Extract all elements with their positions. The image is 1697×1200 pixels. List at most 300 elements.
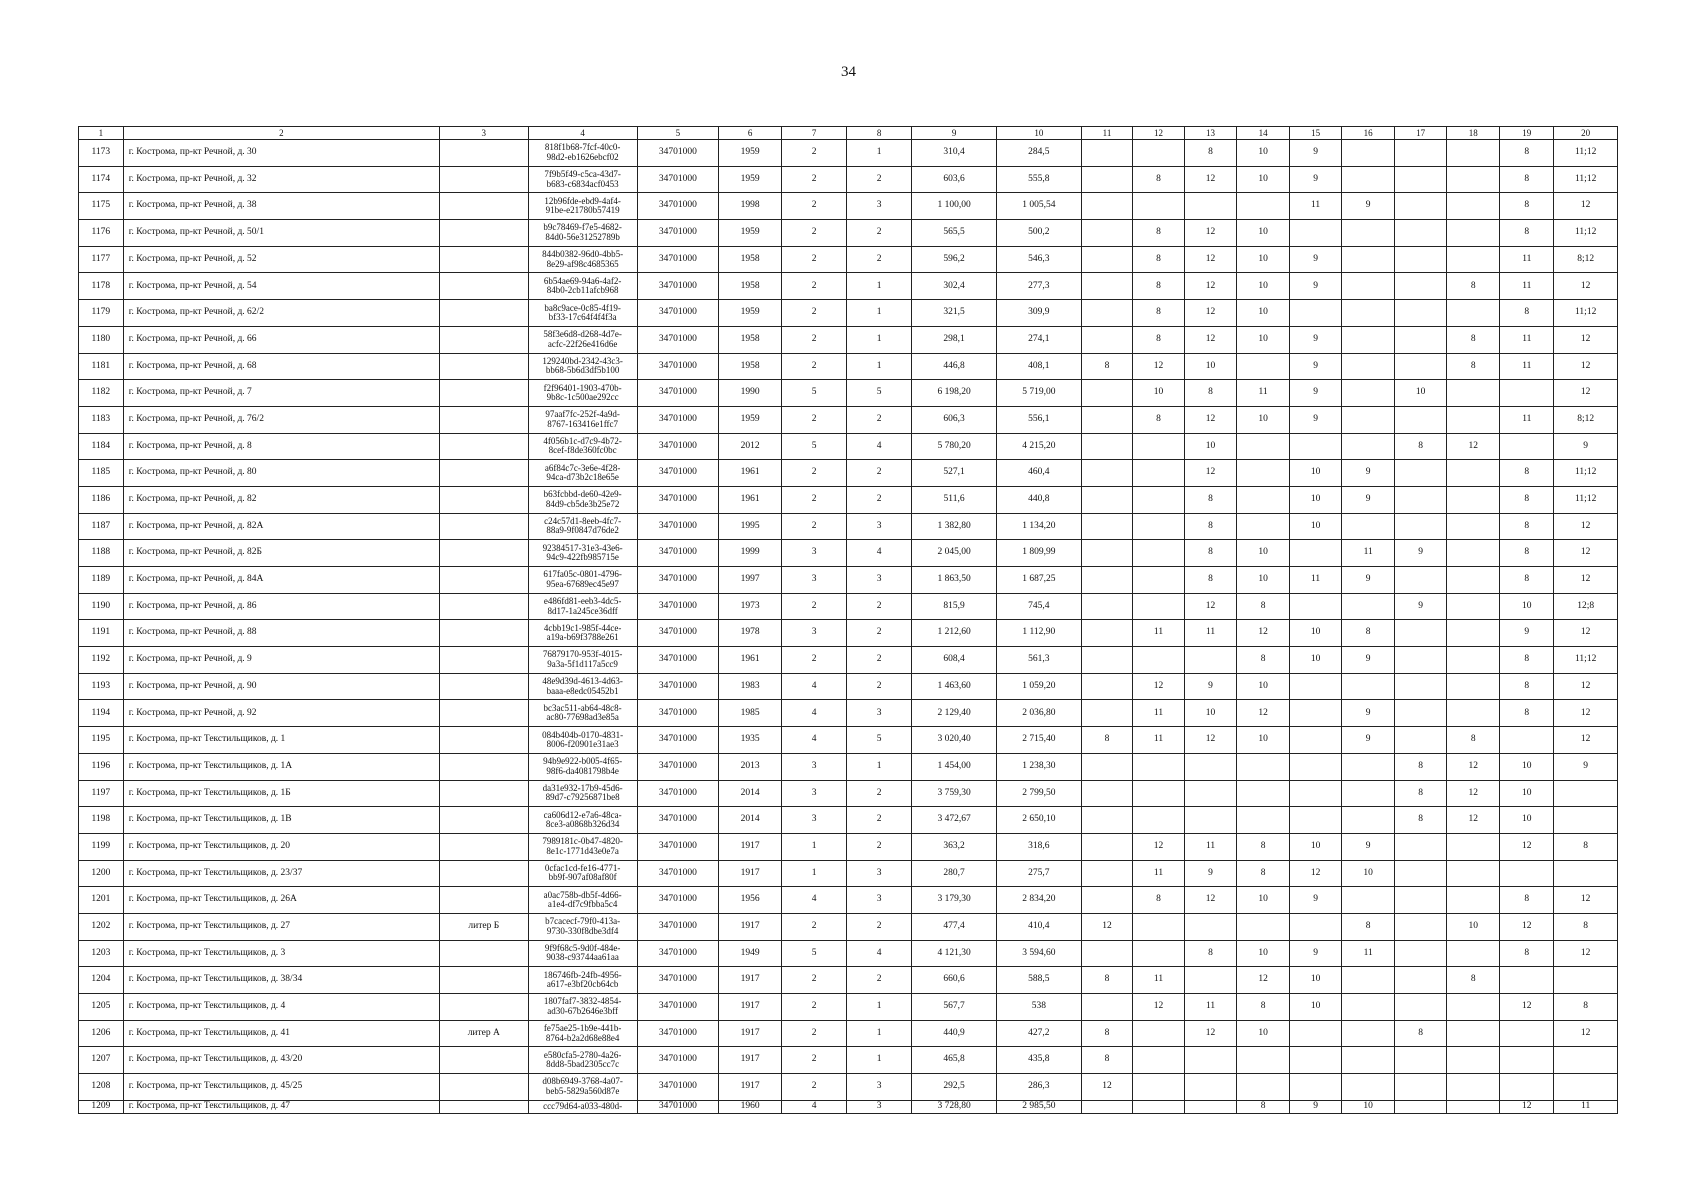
living-area: 318,6 — [996, 833, 1081, 860]
floors: 2 — [782, 593, 847, 620]
col-17: 8 — [1395, 780, 1447, 807]
table-row — [79, 540, 1618, 567]
col-12: 8 — [1133, 406, 1185, 433]
col-15: 9 — [1290, 166, 1342, 193]
fias-id — [528, 406, 637, 433]
living-area: 1 809,99 — [996, 540, 1081, 567]
col-20: 12 — [1554, 727, 1618, 754]
col-20: 11;12 — [1554, 460, 1618, 487]
col-16: 10 — [1342, 860, 1395, 887]
col-15 — [1290, 300, 1342, 327]
fias-id-part-1: 76879170-953f-4015- — [542, 649, 623, 660]
row-number: 1191 — [79, 620, 124, 647]
total-area: 567,7 — [912, 994, 996, 1021]
floors: 3 — [782, 620, 847, 647]
col-18 — [1447, 673, 1500, 700]
fias-id — [528, 567, 637, 594]
fias-id-part-2: 94c9-422fb985715e — [546, 552, 619, 563]
col-11 — [1082, 753, 1133, 780]
col-15: 9 — [1290, 246, 1342, 273]
col-12 — [1133, 140, 1185, 167]
note — [440, 193, 528, 220]
col-13: 12 — [1185, 460, 1237, 487]
col-20: 12 — [1554, 700, 1618, 727]
living-area: 435,8 — [996, 1047, 1081, 1074]
fias-id — [528, 513, 637, 540]
table-row — [79, 940, 1618, 967]
col-12: 11 — [1133, 860, 1185, 887]
fias-id-part-1: 084b404b-0170-4831- — [542, 729, 624, 740]
col-12 — [1133, 1020, 1185, 1047]
fias-id-part-2: a1e4-df7c9fbba5c4 — [547, 899, 618, 910]
fias-id-part-1: 9f9f68c5-9d0f-484e- — [544, 943, 621, 954]
col-14: 10 — [1237, 220, 1290, 247]
col-20 — [1554, 860, 1618, 887]
build-year: 1935 — [718, 727, 781, 754]
fias-id-part-2: 9b8c-1c500ae292cc — [546, 392, 619, 403]
col-18: 8 — [1447, 727, 1500, 754]
col-16 — [1342, 994, 1395, 1021]
living-area: 284,5 — [996, 140, 1081, 167]
col-11 — [1082, 380, 1133, 407]
col-14 — [1237, 753, 1290, 780]
floors: 2 — [782, 273, 847, 300]
col-13: 12 — [1185, 273, 1237, 300]
build-year: 2013 — [718, 753, 781, 780]
col-13: 10 — [1185, 700, 1237, 727]
oktmo-code: 34701000 — [637, 833, 718, 860]
entrances: 1 — [846, 1047, 912, 1074]
row-number: 1182 — [79, 380, 124, 407]
oktmo-code: 34701000 — [637, 1047, 718, 1074]
col-14 — [1237, 913, 1290, 940]
living-area: 274,1 — [996, 326, 1081, 353]
col-19: 12 — [1500, 833, 1554, 860]
note — [440, 1100, 528, 1113]
col-12 — [1133, 540, 1185, 567]
col-16 — [1342, 673, 1395, 700]
col-14: 10 — [1237, 273, 1290, 300]
address: г. Кострома, пр-кт Речной, д. 52 — [123, 246, 439, 273]
address: г. Кострома, пр-кт Текстильщиков, д. 20 — [123, 833, 439, 860]
fias-id-part-2: 84b0-2cb11afcb968 — [546, 285, 619, 296]
col-12 — [1133, 940, 1185, 967]
col-20: 12;8 — [1554, 593, 1618, 620]
header-cell: 3 — [440, 127, 528, 140]
entrances: 4 — [846, 540, 912, 567]
table-row — [79, 620, 1618, 647]
floors: 4 — [782, 887, 847, 914]
col-17 — [1395, 700, 1447, 727]
col-16 — [1342, 220, 1395, 247]
col-11 — [1082, 300, 1133, 327]
col-18 — [1447, 1074, 1500, 1101]
col-12: 12 — [1133, 673, 1185, 700]
col-18 — [1447, 887, 1500, 914]
col-19: 11 — [1500, 246, 1554, 273]
col-14: 10 — [1237, 887, 1290, 914]
total-area: 3 020,40 — [912, 727, 996, 754]
entrances: 3 — [846, 513, 912, 540]
fias-id-part-1: 12b96fde-ebd9-4af4- — [544, 195, 621, 206]
fias-id-part-2: 98d2-eb1626ebcf02 — [546, 151, 619, 162]
fias-id-part-1: a6f84c7c-3e6e-4f28- — [544, 462, 621, 473]
table-row — [79, 780, 1618, 807]
col-17 — [1395, 620, 1447, 647]
oktmo-code: 34701000 — [637, 753, 718, 780]
living-area: 1 687,25 — [996, 567, 1081, 594]
col-15 — [1290, 780, 1342, 807]
oktmo-code: 34701000 — [637, 913, 718, 940]
oktmo-code: 34701000 — [637, 887, 718, 914]
living-area: 588,5 — [996, 967, 1081, 994]
col-17 — [1395, 513, 1447, 540]
entrances: 3 — [846, 887, 912, 914]
build-year: 1997 — [718, 567, 781, 594]
fias-id-part-2: 8e29-af98c4685365 — [546, 258, 619, 269]
header-row — [79, 127, 1618, 140]
oktmo-code: 34701000 — [637, 780, 718, 807]
col-11 — [1082, 807, 1133, 834]
living-area: 2 715,40 — [996, 727, 1081, 754]
entrances: 3 — [846, 193, 912, 220]
col-11: 8 — [1082, 353, 1133, 380]
col-18: 12 — [1447, 753, 1500, 780]
fias-id-part-2: 8ce3-a0868b326d34 — [545, 819, 620, 830]
table-row — [79, 406, 1618, 433]
floors: 4 — [782, 700, 847, 727]
build-year: 2014 — [718, 780, 781, 807]
header-cell: 14 — [1237, 127, 1290, 140]
col-17 — [1395, 220, 1447, 247]
col-15 — [1290, 700, 1342, 727]
col-19: 11 — [1500, 326, 1554, 353]
total-area: 446,8 — [912, 353, 996, 380]
total-area: 321,5 — [912, 300, 996, 327]
floors: 2 — [782, 246, 847, 273]
note — [440, 246, 528, 273]
col-14 — [1237, 513, 1290, 540]
col-16: 8 — [1342, 620, 1395, 647]
col-11 — [1082, 540, 1133, 567]
fias-id — [528, 486, 637, 513]
col-15 — [1290, 1074, 1342, 1101]
col-20 — [1554, 967, 1618, 994]
oktmo-code: 34701000 — [637, 940, 718, 967]
floors: 2 — [782, 166, 847, 193]
fias-id-part-1: 129240bd-2342-43c3- — [542, 355, 623, 366]
total-area: 2 129,40 — [912, 700, 996, 727]
col-18 — [1447, 246, 1500, 273]
col-15: 10 — [1290, 647, 1342, 674]
col-18: 8 — [1447, 353, 1500, 380]
col-15: 11 — [1290, 193, 1342, 220]
oktmo-code: 34701000 — [637, 220, 718, 247]
col-12 — [1133, 807, 1185, 834]
living-area: 1 005,54 — [996, 193, 1081, 220]
fias-id-part-2: 8e1c-1771d43e0e7a — [546, 845, 619, 856]
col-13: 12 — [1185, 246, 1237, 273]
col-20: 12 — [1554, 380, 1618, 407]
col-19: 10 — [1500, 753, 1554, 780]
build-year: 1959 — [718, 220, 781, 247]
col-14: 11 — [1237, 380, 1290, 407]
note — [440, 860, 528, 887]
col-15: 10 — [1290, 994, 1342, 1021]
col-16 — [1342, 1020, 1395, 1047]
col-17 — [1395, 273, 1447, 300]
fias-id-part-2: 8d17-1a245ce36dff — [547, 605, 618, 616]
col-14: 8 — [1237, 593, 1290, 620]
table-row — [79, 1100, 1618, 1113]
build-year: 1961 — [718, 460, 781, 487]
fias-id-part-2: 9730-330f8dbe3df4 — [546, 925, 619, 936]
col-12: 8 — [1133, 300, 1185, 327]
living-area: 286,3 — [996, 1074, 1081, 1101]
fias-id-part-1: ca606d12-e7a6-48ca- — [543, 809, 622, 820]
col-19: 8 — [1500, 567, 1554, 594]
col-20: 11;12 — [1554, 300, 1618, 327]
col-14: 10 — [1237, 567, 1290, 594]
total-area: 1 863,50 — [912, 567, 996, 594]
col-14 — [1237, 193, 1290, 220]
floors: 2 — [782, 913, 847, 940]
entrances: 4 — [846, 940, 912, 967]
table-row — [79, 833, 1618, 860]
row-number: 1174 — [79, 166, 124, 193]
row-number: 1183 — [79, 406, 124, 433]
row-number: 1206 — [79, 1020, 124, 1047]
fias-id-part-1: 4f056b1c-d7c9-4b72- — [543, 435, 622, 446]
row-number: 1189 — [79, 567, 124, 594]
oktmo-code: 34701000 — [637, 300, 718, 327]
note — [440, 887, 528, 914]
fias-id — [528, 246, 637, 273]
col-16 — [1342, 593, 1395, 620]
fias-id — [528, 833, 637, 860]
col-16 — [1342, 246, 1395, 273]
col-15: 10 — [1290, 967, 1342, 994]
col-13: 12 — [1185, 326, 1237, 353]
fias-id — [528, 753, 637, 780]
fias-id-part-2: 8006-f20901e31ae3 — [546, 738, 619, 749]
col-18: 12 — [1447, 433, 1500, 460]
col-18 — [1447, 220, 1500, 247]
entrances: 2 — [846, 673, 912, 700]
col-11: 12 — [1082, 913, 1133, 940]
table-row — [79, 380, 1618, 407]
note — [440, 727, 528, 754]
col-11: 8 — [1082, 1020, 1133, 1047]
col-20: 11;12 — [1554, 486, 1618, 513]
col-18 — [1447, 940, 1500, 967]
fias-id-part-2: acfc-22f26e416d6e — [547, 338, 618, 349]
address: г. Кострома, пр-кт Речной, д. 8 — [123, 433, 439, 460]
total-area: 292,5 — [912, 1074, 996, 1101]
col-20: 12 — [1554, 193, 1618, 220]
col-16 — [1342, 967, 1395, 994]
build-year: 1958 — [718, 353, 781, 380]
col-14: 10 — [1237, 940, 1290, 967]
col-19: 10 — [1500, 780, 1554, 807]
col-18 — [1447, 140, 1500, 167]
fias-id — [528, 940, 637, 967]
table-row — [79, 220, 1618, 247]
col-15: 9 — [1290, 140, 1342, 167]
col-16: 11 — [1342, 940, 1395, 967]
oktmo-code: 34701000 — [637, 540, 718, 567]
col-11 — [1082, 940, 1133, 967]
address: г. Кострома, пр-кт Текстильщиков, д. 3 — [123, 940, 439, 967]
table-row — [79, 913, 1618, 940]
fias-id — [528, 220, 637, 247]
address: г. Кострома, пр-кт Текстильщиков, д. 45/25 — [123, 1074, 439, 1101]
build-year: 1917 — [718, 833, 781, 860]
col-15: 10 — [1290, 620, 1342, 647]
col-15 — [1290, 540, 1342, 567]
col-12: 8 — [1133, 220, 1185, 247]
col-13: 12 — [1185, 220, 1237, 247]
col-11 — [1082, 1100, 1133, 1113]
living-area: 538 — [996, 994, 1081, 1021]
entrances: 2 — [846, 486, 912, 513]
build-year: 1959 — [718, 166, 781, 193]
col-20 — [1554, 780, 1618, 807]
oktmo-code: 34701000 — [637, 486, 718, 513]
row-number: 1181 — [79, 353, 124, 380]
col-19 — [1500, 727, 1554, 754]
col-16: 9 — [1342, 727, 1395, 754]
col-14: 8 — [1237, 994, 1290, 1021]
col-15: 9 — [1290, 353, 1342, 380]
col-11 — [1082, 193, 1133, 220]
col-18 — [1447, 620, 1500, 647]
col-11 — [1082, 780, 1133, 807]
address: г. Кострома, пр-кт Речной, д. 9 — [123, 647, 439, 674]
col-16 — [1342, 807, 1395, 834]
floors: 4 — [782, 673, 847, 700]
table-row — [79, 433, 1618, 460]
col-18 — [1447, 486, 1500, 513]
fias-id-part-2: 98f6-da4081798b4e — [546, 765, 619, 776]
address: г. Кострома, пр-кт Речной, д. 30 — [123, 140, 439, 167]
col-11 — [1082, 860, 1133, 887]
table-row — [79, 353, 1618, 380]
fias-id-part-2: 8767-163416e1ffc7 — [547, 418, 619, 429]
col-17 — [1395, 727, 1447, 754]
build-year: 1917 — [718, 1047, 781, 1074]
address: г. Кострома, пр-кт Текстильщиков, д. 26А — [123, 887, 439, 914]
total-area: 3 728,80 — [912, 1100, 996, 1113]
col-11 — [1082, 833, 1133, 860]
address: г. Кострома, пр-кт Текстильщиков, д. 41 — [123, 1020, 439, 1047]
fias-id — [528, 673, 637, 700]
fias-id — [528, 166, 637, 193]
table-row — [79, 166, 1618, 193]
col-13: 12 — [1185, 727, 1237, 754]
build-year: 1958 — [718, 246, 781, 273]
col-17 — [1395, 967, 1447, 994]
fias-id — [528, 780, 637, 807]
entrances: 2 — [846, 780, 912, 807]
total-area: 603,6 — [912, 166, 996, 193]
oktmo-code: 34701000 — [637, 700, 718, 727]
table-row — [79, 673, 1618, 700]
col-18 — [1447, 300, 1500, 327]
col-19: 8 — [1500, 540, 1554, 567]
total-area: 280,7 — [912, 860, 996, 887]
col-17 — [1395, 1100, 1447, 1113]
col-12 — [1133, 780, 1185, 807]
living-area: 309,9 — [996, 300, 1081, 327]
col-19: 8 — [1500, 220, 1554, 247]
build-year: 1917 — [718, 1074, 781, 1101]
address: г. Кострома, пр-кт Текстильщиков, д. 1В — [123, 807, 439, 834]
col-16 — [1342, 406, 1395, 433]
fias-id-part-1: ccc79d64-a033-480d- — [543, 1101, 623, 1112]
build-year: 1917 — [718, 994, 781, 1021]
table-row — [79, 193, 1618, 220]
row-number: 1202 — [79, 913, 124, 940]
col-16: 10 — [1342, 1100, 1395, 1113]
table-row — [79, 753, 1618, 780]
note — [440, 220, 528, 247]
oktmo-code: 34701000 — [637, 246, 718, 273]
build-year: 1990 — [718, 380, 781, 407]
build-year: 1995 — [718, 513, 781, 540]
col-15 — [1290, 1020, 1342, 1047]
address: г. Кострома, пр-кт Речной, д. 86 — [123, 593, 439, 620]
fias-id-part-1: e580cfa5-2780-4a26- — [543, 1049, 622, 1060]
living-area: 745,4 — [996, 593, 1081, 620]
oktmo-code: 34701000 — [637, 353, 718, 380]
total-area: 660,6 — [912, 967, 996, 994]
col-14 — [1237, 486, 1290, 513]
oktmo-code: 34701000 — [637, 994, 718, 1021]
col-19: 8 — [1500, 193, 1554, 220]
col-13 — [1185, 1047, 1237, 1074]
address: г. Кострома, пр-кт Речной, д. 80 — [123, 460, 439, 487]
total-area: 4 121,30 — [912, 940, 996, 967]
entrances: 2 — [846, 460, 912, 487]
col-20: 9 — [1554, 753, 1618, 780]
build-year: 1985 — [718, 700, 781, 727]
fias-id-part-2: 84d9-cb5de3b25e72 — [545, 498, 620, 509]
build-year: 1961 — [718, 486, 781, 513]
row-number: 1209 — [79, 1100, 124, 1113]
col-13: 11 — [1185, 620, 1237, 647]
col-12 — [1133, 460, 1185, 487]
row-number: 1194 — [79, 700, 124, 727]
floors: 3 — [782, 540, 847, 567]
fias-id-part-1: c24c57d1-8eeb-4fc7- — [544, 516, 622, 527]
note — [440, 513, 528, 540]
col-18 — [1447, 700, 1500, 727]
col-13: 9 — [1185, 860, 1237, 887]
fias-id-part-1: 0cfac1cd-fe16-4771- — [544, 862, 621, 873]
col-19: 11 — [1500, 406, 1554, 433]
col-19: 8 — [1500, 887, 1554, 914]
entrances: 3 — [846, 1074, 912, 1101]
col-16 — [1342, 380, 1395, 407]
col-11 — [1082, 166, 1133, 193]
total-area: 5 780,20 — [912, 433, 996, 460]
col-16 — [1342, 140, 1395, 167]
header-cell: 7 — [782, 127, 847, 140]
col-14: 10 — [1237, 540, 1290, 567]
col-14: 8 — [1237, 833, 1290, 860]
col-13: 8 — [1185, 140, 1237, 167]
